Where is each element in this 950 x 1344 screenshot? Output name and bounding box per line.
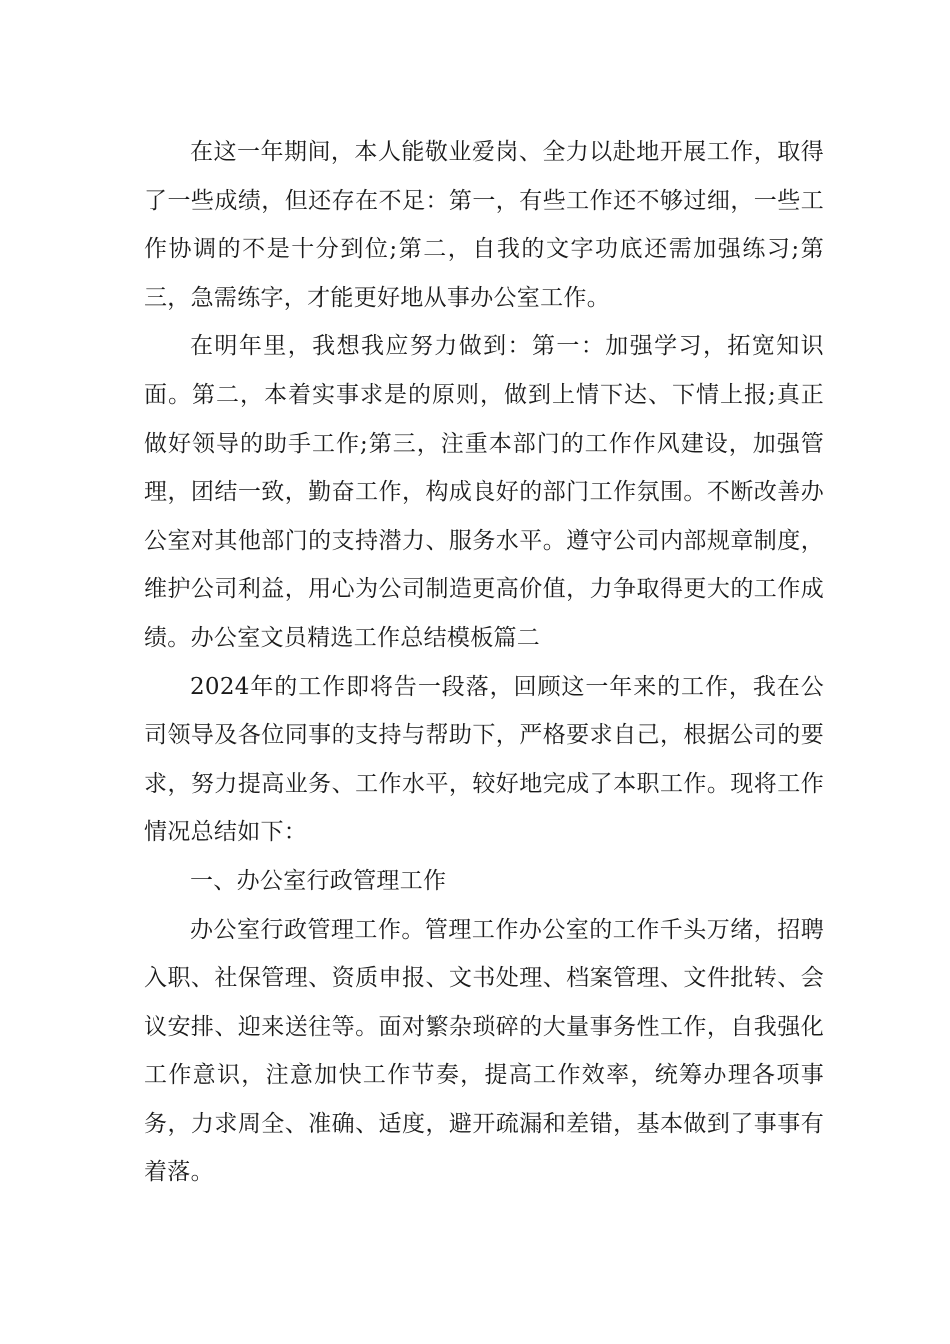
document-page <box>144 128 824 1197</box>
paragraph-year-review: 2024年的工作即将告一段落，回顾这一年来的工作，我在公司领导及各位同事的支持与帮助下，严格要求自己，根据公司的要求，努力提高业务、工作水平，较好地完成了本职工作。现将工作情况总结如下： <box>144 673 824 846</box>
paragraph-next-year-plan: 在明年里，我想我应努力做到：第一：加强学习，拓宽知识面。第二，本着实事求是的原则，做到上情下达、下情上报;真正做好领导的助手工作;第三，注重本部门的工作作风建设，加强管理，团结一致，勤奋工作，构成良好的部门工作氛围。不断改善办公室对其他部门的支持潜力、服务水平。遵守公司内部规章制度，维护公司利益，用心为公司制造更高价值，力争取得更大的工作成绩。办公室文员精选工作总结模板篇二 <box>144 333 824 651</box>
section-heading-admin: 一、办公室行政管理工作 <box>190 867 447 894</box>
paragraph-shortcomings: 在这一年期间，本人能敬业爱岗、全力以赴地开展工作，取得了一些成绩，但还存在不足：第一，有些工作还不够过细，一些工作协调的不是十分到位;第二，自我的文字功底还需加强练习;第三，急需练字，才能更好地从事办公室工作。 <box>144 139 824 311</box>
paragraph-admin-work: 办公室行政管理工作。管理工作办公室的工作千头万绪，招聘入职、社保管理、资质申报、文书处理、档案管理、文件批转、会议安排、迎来送往等。面对繁杂琐碎的大量事务性工作，自我强化工作意识，注意加快工作节奏，提高工作效率，统筹办理各项事务，力求周全、准确、适度，避开疏漏和差错，基本做到了事事有着落。 <box>144 916 824 1186</box>
